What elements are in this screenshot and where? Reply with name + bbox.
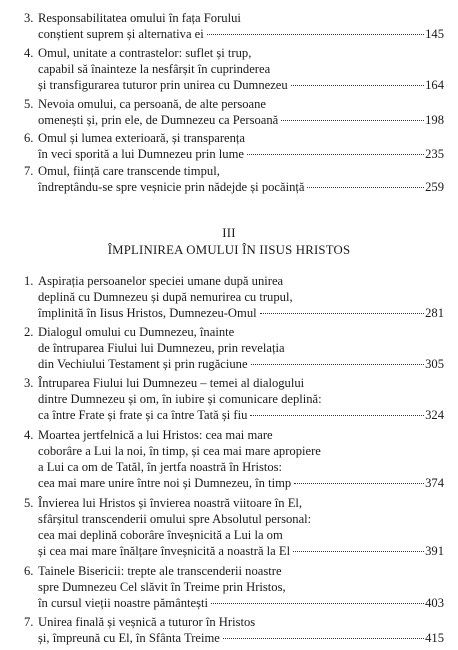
toc-entry-text: capabil să înainteze la nesfârșit în cuprinderea: [38, 62, 271, 76]
toc-entry-line: [24, 96, 444, 112]
toc-entry-line: [24, 563, 444, 579]
toc-entry-text: cea mai deplină coborâre înveșnicită a Lui la om: [38, 528, 283, 542]
dot-leader: [207, 34, 424, 35]
toc-entry-text: deplină cu Dumnezeu și după nemurirea cu trupul,: [38, 290, 293, 304]
toc-entry: [24, 563, 444, 611]
toc-entry-text: Unirea finală și veșnică a tuturor în Hristos: [38, 615, 256, 629]
toc-entry-line: [24, 305, 444, 321]
toc-entry-text: Nevoia omului, ca persoană, de alte persoane: [38, 97, 266, 111]
toc-page-number: 145: [425, 27, 444, 41]
toc-entry-number: 6.: [24, 131, 34, 145]
dot-leader: [291, 85, 424, 86]
toc-entry-number: 4.: [24, 428, 34, 442]
toc-entry-text: împlinită în Iisus Hristos, Dumnezeu-Omul: [38, 306, 257, 320]
toc-entry-number: 5.: [24, 496, 34, 510]
toc-entry-text: Dialogul omului cu Dumnezeu, înainte: [38, 325, 235, 339]
toc-entry-text: cea mai mare unire între noi și Dumnezeu, în timp: [38, 476, 292, 490]
toc-entry-line: [24, 112, 444, 128]
dot-leader: [251, 364, 425, 365]
toc-entry-number: 7.: [24, 615, 34, 629]
toc-entry-line: [24, 595, 444, 611]
toc-entry: [24, 130, 444, 162]
toc-page-number: 403: [425, 596, 444, 610]
dot-leader: [293, 551, 424, 552]
toc-entry-number: 6.: [24, 564, 34, 578]
toc-entry-text: ca între Frate și frate și ca între Tată și fiu: [38, 408, 248, 422]
section-title: ÎMPLINIREA OMULUI ÎN IISUS HRISTOS: [107, 243, 351, 257]
toc-entry-line: [24, 579, 444, 595]
toc-entry-line: [24, 407, 444, 423]
toc-entry-number: 4.: [24, 46, 34, 60]
toc-entry-text: și transfigurarea tuturor prin unirea cu Dumnezeu: [38, 78, 288, 92]
toc-entry-line: [24, 163, 444, 179]
toc-entry-number: 5.: [24, 97, 34, 111]
toc-entry-text: spre Dumnezeu Cel slăvit în Treime prin Hristos,: [38, 580, 286, 594]
toc-entry-text: dintre Dumnezeu și om, în iubire și comunicare deplină:: [38, 392, 322, 406]
toc-entry-line: [24, 511, 444, 527]
toc-entry-line: [24, 273, 444, 289]
toc-entry-number: 1.: [24, 274, 34, 288]
toc-entry-text: Moartea jertfelnică a lui Hristos: cea mai mare: [38, 428, 273, 442]
toc-entry-line: [24, 475, 444, 491]
toc-entry: [24, 324, 444, 372]
toc-entry-line: [24, 61, 444, 77]
toc-entry-number: 2.: [24, 325, 34, 339]
toc-entry-text: Omul, unitate a contrastelor: suflet și trup,: [38, 46, 252, 60]
toc-entry-line: [24, 340, 444, 356]
toc-entry-line: [24, 356, 444, 372]
toc-entry-line: [24, 289, 444, 305]
toc-entry-text: Învierea lui Hristos și învierea noastră viitoare în El,: [38, 496, 303, 510]
toc-page-number: 198: [425, 113, 444, 127]
toc-entry-text: de întruparea Fiului lui Dumnezeu, prin revelația: [38, 341, 285, 355]
toc-entry-line: [24, 26, 444, 42]
toc-page-number: 235: [425, 147, 444, 161]
toc-entry: [24, 45, 444, 93]
toc-entry: [24, 273, 444, 321]
toc-entry-text: Tainele Bisericii: trepte ale transcenderii noastre: [38, 564, 282, 578]
toc-page-number: 415: [425, 631, 444, 645]
toc-entry-line: [24, 630, 444, 646]
toc-entry-text: și, împreună cu El, în Sfânta Treime: [38, 631, 220, 645]
toc-entry-text: Responsabilitatea omului în fața Forului: [38, 11, 241, 25]
toc-entry-text: din Vechiului Testament și prin rugăciune: [38, 357, 248, 371]
toc-entry-line: [24, 443, 444, 459]
toc-entry: [24, 495, 444, 559]
dot-leader: [223, 638, 424, 639]
toc-entry-line: [24, 427, 444, 443]
toc-entry-line: [24, 391, 444, 407]
toc-entry-line: [24, 495, 444, 511]
toc-entry: [24, 10, 444, 42]
dot-leader: [281, 120, 424, 121]
toc-entry-text: și cea mai mare înălțare înveșnicită a noastră la El: [38, 544, 291, 558]
toc-entry-text: în veci sporită a lui Dumnezeu prin lume: [38, 147, 244, 161]
toc-entry-text: îndreptându-se spre veșnicie prin nădejde și pocăință: [38, 180, 305, 194]
section-roman-numeral: III: [222, 226, 236, 240]
toc-entry: [24, 96, 444, 128]
dot-leader: [250, 415, 424, 416]
toc-entry: [24, 614, 444, 646]
toc-entry: [24, 375, 444, 423]
toc-page-number: 281: [425, 306, 444, 320]
dot-leader: [307, 187, 424, 188]
toc-entry-number: 3.: [24, 376, 34, 390]
toc-entry-line: [24, 77, 444, 93]
toc-entry-line: [24, 459, 444, 475]
toc-entry-number: 7.: [24, 164, 34, 178]
toc-page-number: 164: [425, 78, 444, 92]
toc-entry: [24, 163, 444, 195]
toc-entry-line: [24, 10, 444, 26]
toc-page-number: 305: [425, 357, 444, 371]
toc-entry-line: [24, 45, 444, 61]
toc-entry-text: Întruparea Fiului lui Dumnezeu – temei al dialogului: [38, 376, 305, 390]
toc-entry-line: [24, 324, 444, 340]
toc-entry-text: coborâre a Lui la noi, în timp, și cea mai mare apropiere: [38, 444, 321, 458]
toc-entry-line: [24, 146, 444, 162]
toc-entry-text: în cursul vieții noastre pământești: [38, 596, 208, 610]
toc-entry-number: 3.: [24, 11, 34, 25]
toc-entry-line: [24, 543, 444, 559]
toc-entry-text: Omul și lumea exterioară, și transparența: [38, 131, 246, 145]
dot-leader: [294, 483, 424, 484]
dot-leader: [247, 154, 424, 155]
toc-entry-text: Omul, ființă care transcende timpul,: [38, 164, 220, 178]
toc-entry-text: sfârșitul transcenderii omului spre Absolutul personal:: [38, 512, 312, 526]
dot-leader: [260, 313, 424, 314]
toc-entry-line: [24, 614, 444, 630]
toc-entry-text: conștient suprem și alternativa ei: [38, 27, 204, 41]
dot-leader: [211, 603, 424, 604]
toc-page-number: 259: [425, 180, 444, 194]
toc-page-number: 391: [425, 544, 444, 558]
toc-entry-text: a Lui ca om de Tatăl, în jertfa noastră în Hristos:: [38, 460, 283, 474]
toc-entry-text: Aspirația persoanelor speciei umane după unirea: [38, 274, 284, 288]
toc-entry-line: [24, 179, 444, 195]
toc-entry-line: [24, 527, 444, 543]
toc-page-number: 374: [425, 476, 444, 490]
toc-page-number: 324: [425, 408, 444, 422]
toc-entry-line: [24, 130, 444, 146]
toc-entry-line: [24, 375, 444, 391]
toc-entry: [24, 427, 444, 491]
toc-entry-text: omenești și, prin ele, de Dumnezeu ca Persoană: [38, 113, 279, 127]
